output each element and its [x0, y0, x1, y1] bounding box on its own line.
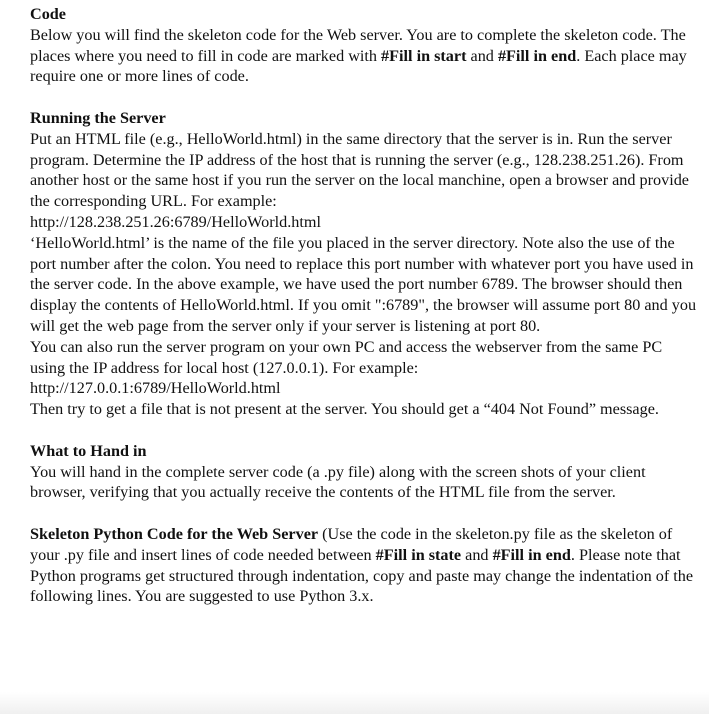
section-spacer	[30, 420, 698, 441]
code-text-2: and	[466, 46, 498, 65]
running-paragraph-1: Put an HTML file (e.g., HelloWorld.html) in the same directory that the server is in. Run the server program. Determine the IP address of the host that is running the server (e.g., 128.238.251.26). From another host or the same host if you run the server on the local manchine, open a browser and provide the corresponding URL. For example:	[30, 129, 689, 211]
section-heading-code: Code	[30, 5, 66, 23]
section-heading-hand-in: What to Hand in	[30, 441, 147, 460]
section-heading-running: Running the Server	[30, 108, 166, 127]
example-url-1: http://128.238.251.26:6789/HelloWorld.html	[30, 212, 321, 231]
skeleton-text-2: and	[461, 545, 493, 564]
skeleton-paragraph	[30, 524, 698, 607]
running-paragraph-3: You can also run the server program on your own PC and access the webserver from the same PC using the IP address for local host (127.0.0.1). For example:	[30, 337, 663, 377]
section-spacer	[30, 503, 698, 524]
skeleton-text-3: . Please note that Python programs get structured through indentation, copy and paste may change the indentation of the following lines. You are suggested to use Python 3.x.	[30, 545, 694, 606]
bottom-edge-shadow	[0, 692, 709, 714]
section-spacer	[30, 87, 698, 108]
hand-in-paragraph: You will hand in the complete server code (a .py file) along with the screen shots of your client browser, verifying that you actually receive the contents of the HTML file from the server.	[30, 462, 646, 502]
code-text-3: . Each place may require one or more lines of code.	[30, 46, 687, 86]
running-paragraph-4: Then try to get a file that is not present at the server. You should get a “404 Not Found” message.	[30, 400, 659, 419]
fill-in-state-marker: #Fill in state	[375, 545, 462, 564]
code-text-1: Below you will find the skeleton code for the Web server. You are to complete the skeleton code. The places where you need to fill in code are marked with	[30, 25, 686, 65]
example-url-2: http://127.0.0.1:6789/HelloWorld.html	[30, 379, 281, 398]
fill-in-end-marker-2: #Fill in end	[492, 545, 571, 564]
code-paragraph	[30, 25, 698, 87]
fill-in-start-marker: #Fill in start	[381, 46, 467, 65]
running-paragraph-2: ‘HelloWorld.html’ is the name of the file you placed in the server directory. Note also the use of the port number after the colon. You need to replace this port number with whatever port you have used in the server code. In the above example, we have used the port number 6789. The browser should then display the contents of HelloWorld.html. If you omit ":6789", the browser will assume port 80 and you will get the web page from the server only if your server is listening at port 80.	[30, 233, 697, 335]
document-page	[30, 4, 698, 607]
fill-in-end-marker: #Fill in end	[497, 46, 577, 65]
section-heading-skeleton: Skeleton Python Code for the Web Server	[30, 524, 319, 543]
skeleton-text-1: (Use the code in the skeleton.py file as the skeleton of your .py file and insert lines of code needed between	[30, 524, 673, 564]
